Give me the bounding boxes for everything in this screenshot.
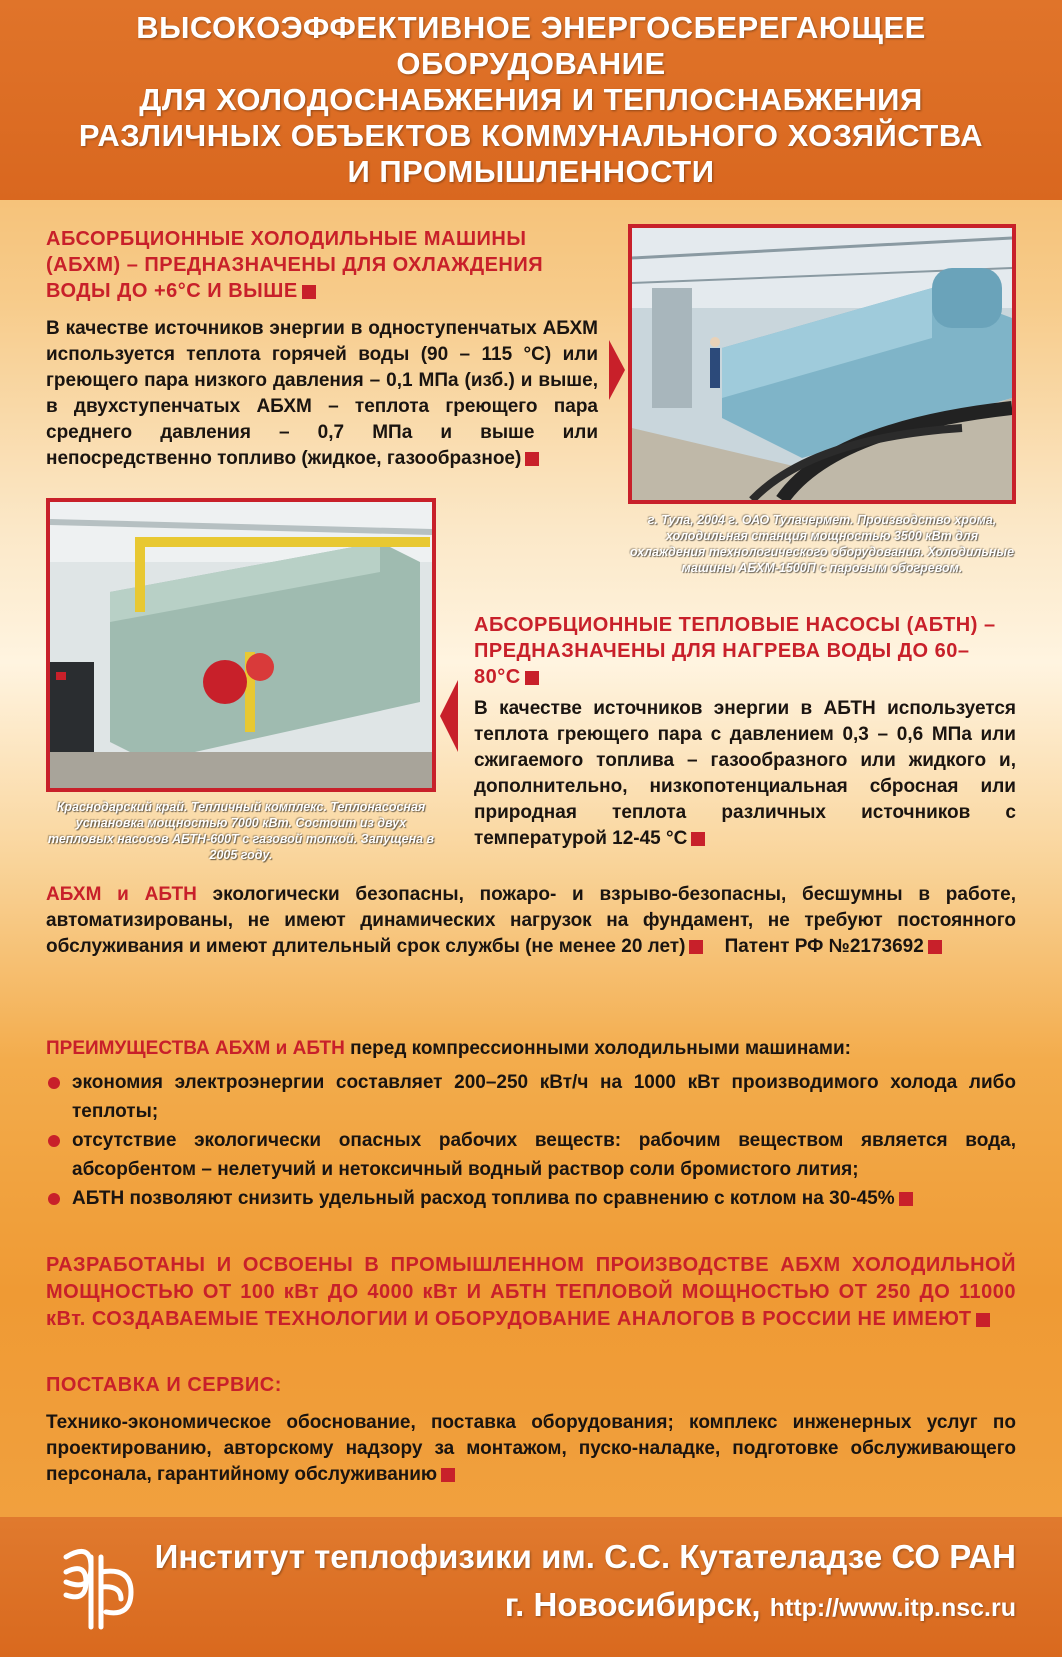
list-item: экономия электроэнергии составляет 200–250 кВт/ч на 1000 кВт производимого холода либо теплоты; xyxy=(46,1068,1016,1126)
abtn-description: В качестве источников энергии в АБТН используется теплота греющего пара с давлением 0,3 – 0,6 МПа или сжигаемого топлива – газообразного или жидкого и, дополнительно, низкопотенциальная сбросная или природная теплота различных источников с температурой 12-45 °С xyxy=(474,698,1016,849)
service-heading: ПОСТАВКА И СЕРВИС: xyxy=(46,1374,282,1396)
header-line: РАЗЛИЧНЫХ ОБЪЕКТОВ КОММУНАЛЬНОГО ХОЗЯЙСТВА xyxy=(78,118,984,153)
ecology-text: АБХМ и АБТН экологически безопасны, пожаро- и взрыво-безопасны, бесшумны в работе, автоматизированы, не имеют динамических нагрузок на фундамент, не требуют постоянного обслуживания и имеют длительный срок службы (не менее 20 лет) Патент РФ №2173692 xyxy=(46,884,1016,957)
list-item: АБТН позволяют снизить удельный расход топлива по сравнению с котлом на 30-45% xyxy=(46,1184,1016,1213)
red-square-marker xyxy=(976,1313,990,1327)
abhm-photo-caption: г. Тула, 2004 г. ОАО Тулачермет. Производство хрома, холодильная станция мощностью 3500 кВт для охлаждения технологического оборудования. Холодильные машины АБХМ-1500П с паровым обогревом. xyxy=(629,513,1015,575)
header-line: ДЛЯ ХОЛОДОСНАБЖЕНИЯ И ТЕПЛОСНАБЖЕНИЯ xyxy=(139,82,923,117)
red-square-marker xyxy=(899,1192,913,1206)
arrow-left-icon xyxy=(440,680,458,752)
abhm-photo xyxy=(628,224,1016,504)
red-square-marker xyxy=(525,671,539,685)
ecology-section xyxy=(46,882,1016,960)
development-text: РАЗРАБОТАНЫ И ОСВОЕНЫ В ПРОМЫШЛЕННОМ ПРОИЗВОДСТВЕ АБХМ ХОЛОДИЛЬНОЙ МОЩНОСТЬЮ ОТ 100 кВт ДО 4000 кВт И АБТН ТЕПЛОВОЙ МОЩНОСТЬЮ ОТ 250 ДО 11000 кВт. СОЗДАВАЕМЫЕ ТЕХНОЛОГИИ И ОБОРУДОВАНИЕ АНАЛОГОВ В РОССИИ НЕ ИМЕЮТ xyxy=(46,1254,1016,1330)
red-square-marker xyxy=(691,832,705,846)
poster-footer xyxy=(0,1517,1062,1657)
red-square-marker xyxy=(441,1468,455,1482)
advantages-section xyxy=(46,1036,1016,1213)
abhm-description: В качестве источников энергии в одноступенчатых АБХМ используется теплота горячей воды (90 – 115 °С) или греющего пара низкого давления – 0,1 МПа (изб.) и выше, в двухступенчатых АБХМ – теплота греющего пара среднего давления – 0,7 МПа и выше или непосредственно топливо (жидкое, газообразное) xyxy=(46,318,598,469)
advantages-list xyxy=(46,1068,1016,1213)
header-line: ВЫСОКОЭФФЕКТИВНОЕ ЭНЕРГОСБЕРЕГАЮЩЕЕ ОБОРУДОВАНИЕ xyxy=(136,10,926,81)
institute-name: Институт теплофизики им. С.С. Кутателадзе СО РАН xyxy=(154,1538,1016,1575)
red-square-marker xyxy=(689,940,703,954)
patent-number: Патент РФ №2173692 xyxy=(724,936,924,957)
institute-logo-icon xyxy=(46,1537,146,1637)
red-square-marker xyxy=(302,285,316,299)
heat-pump-image xyxy=(50,502,432,788)
red-square-marker xyxy=(525,452,539,466)
abtn-section xyxy=(474,612,1016,852)
list-item: отсутствие экологически опасных рабочих веществ: рабочим веществом является вода, абсорбентом – нелетучий и нетоксичный водный раствор соли бромистого лития; xyxy=(46,1126,1016,1184)
abtn-photo-caption: Краснодарский край. Тепличный комплекс. Теплонасосная установка мощностью 7000 кВт. Состоит из двух тепловых насосов АБТН-600Т с газовой топкой. Запущена в 2005 году. xyxy=(47,800,435,862)
header-line: И ПРОМЫШЛЕННОСТИ xyxy=(347,154,715,189)
website-link[interactable]: http://www.itp.nsc.ru xyxy=(769,1594,1016,1622)
abhm-section xyxy=(46,226,598,472)
red-square-marker xyxy=(928,940,942,954)
abtn-heading: АБСОРБЦИОННЫЕ ТЕПЛОВЫЕ НАСОСЫ (АБТН) – ПРЕДНАЗНАЧЕНЫ ДЛЯ НАГРЕВА ВОДЫ ДО 60–80°С xyxy=(474,614,996,688)
abhm-heading: АБСОРБЦИОННЫЕ ХОЛОДИЛЬНЫЕ МАШИНЫ (АБХМ) – ПРЕДНАЗНАЧЕНЫ ДЛЯ ОХЛАЖДЕНИЯ ВОДЫ ДО +6°С И ВЫШЕ xyxy=(46,228,544,302)
chiller-station-image xyxy=(632,228,1012,500)
development-section xyxy=(46,1252,1016,1333)
advantages-title: ПРЕИМУЩЕСТВА АБХМ и АБТН перед компрессионными холодильными машинами: xyxy=(46,1038,851,1059)
institute-address: г. Новосибирск, http://www.itp.nsc.ru xyxy=(504,1586,1016,1623)
poster-header xyxy=(0,0,1062,200)
arrow-right-icon xyxy=(609,340,625,400)
abtn-photo xyxy=(46,498,436,792)
service-section xyxy=(46,1372,1016,1488)
service-text: Технико-экономическое обоснование, поставка оборудования; комплекс инженерных услуг по проектированию, авторскому надзору за монтажом, пуско-наладке, подготовке обслуживающего персонала, гарантийному обслуживанию xyxy=(46,1412,1016,1485)
